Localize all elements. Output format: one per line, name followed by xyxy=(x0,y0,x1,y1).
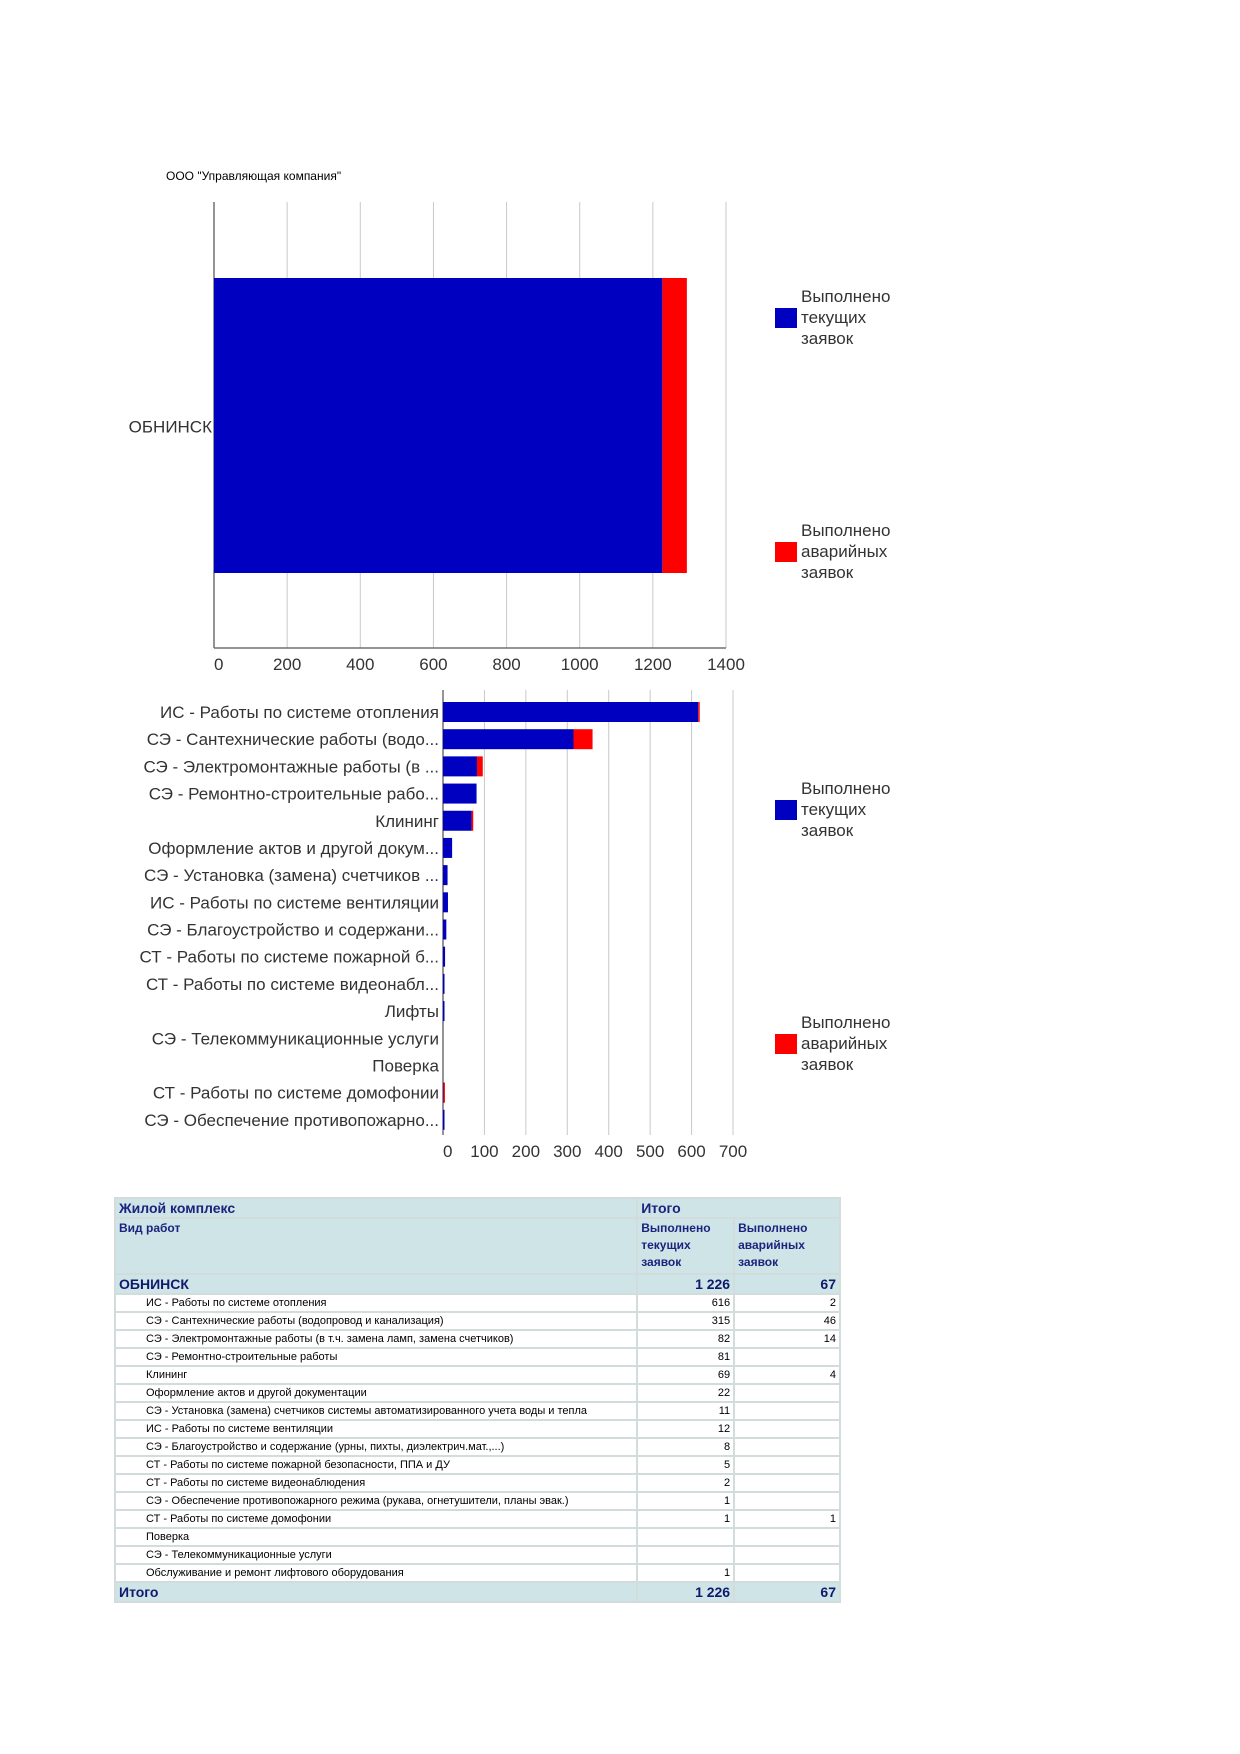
table-row xyxy=(115,1294,840,1312)
current-cell: 315 xyxy=(637,1312,734,1330)
company-name: ООО "Управляющая компания" xyxy=(166,169,342,183)
current-cell: 1 xyxy=(637,1510,734,1528)
emergency-cell xyxy=(734,1438,840,1456)
legend-emergency-swatch xyxy=(775,542,797,562)
emergency-cell xyxy=(734,1564,840,1582)
bar-current xyxy=(443,892,448,912)
x-tick-label: 0 xyxy=(443,1142,453,1160)
x-tick-label: 500 xyxy=(635,1142,665,1160)
table-row xyxy=(115,1474,840,1492)
emergency-cell: 46 xyxy=(734,1312,840,1330)
table-row xyxy=(115,1312,840,1330)
work-type-cell: Поверка xyxy=(115,1528,637,1546)
header-complex: Жилой комплекс xyxy=(115,1198,637,1218)
emergency-cell: 4 xyxy=(734,1366,840,1384)
x-tick-label: 200 xyxy=(272,655,302,674)
category-label: Оформление актов и другой докум... xyxy=(148,838,439,858)
bar-current xyxy=(443,947,445,967)
bar-emergency xyxy=(443,1083,445,1103)
bar-current xyxy=(443,811,472,831)
table-row xyxy=(115,1438,840,1456)
total-bar-chart xyxy=(0,0,1240,680)
current-cell: 22 xyxy=(637,1384,734,1402)
current-cell: 81 xyxy=(637,1348,734,1366)
x-tick-label: 600 xyxy=(677,1142,706,1160)
work-type-cell: СЭ - Благоустройство и содержание (урны, пихты, диэлектрич.мат.,...) xyxy=(115,1438,637,1456)
category-label: СЭ - Установка (замена) счетчиков ... xyxy=(144,866,439,886)
current-cell: 12 xyxy=(637,1420,734,1438)
work-type-cell: СЭ - Телекоммуникационные услуги xyxy=(115,1546,637,1564)
bar-current xyxy=(443,974,445,994)
emergency-cell xyxy=(734,1492,840,1510)
work-type-cell: Обслуживание и ремонт лифтового оборудования xyxy=(115,1564,637,1582)
category-label: СТ - Работы по системе пожарной б... xyxy=(139,947,439,967)
work-type-cell: СЭ - Установка (замена) счетчиков системы автоматизированного учета воды и тепла xyxy=(115,1402,637,1420)
x-tick-label: 300 xyxy=(553,1142,582,1160)
bar-emergency xyxy=(574,729,593,749)
work-type-bar-chart xyxy=(0,690,1240,1160)
work-type-cell: СЭ - Ремонтно-строительные работы xyxy=(115,1348,637,1366)
report-table xyxy=(114,1197,841,1603)
bar-current xyxy=(443,756,477,776)
bar-current xyxy=(443,784,477,804)
emergency-cell: 14 xyxy=(734,1330,840,1348)
bar-current xyxy=(443,1001,445,1021)
emergency-cell xyxy=(734,1420,840,1438)
work-type-cell: СТ - Работы по системе видеонаблюдения xyxy=(115,1474,637,1492)
category-label: Поверка xyxy=(372,1056,439,1076)
total-current: 1 226 xyxy=(637,1582,734,1602)
category-label: ИС - Работы по системе отопления xyxy=(160,703,439,722)
legend-emergency-label: Выполнено аварийных заявок xyxy=(801,1013,891,1074)
category-label: Клининг xyxy=(375,811,439,831)
current-cell: 616 xyxy=(637,1294,734,1312)
x-tick-label: 100 xyxy=(470,1142,499,1160)
category-label: СЭ - Электромонтажные работы (в ... xyxy=(143,757,439,777)
table-row xyxy=(115,1510,840,1528)
current-cell: 82 xyxy=(637,1330,734,1348)
table-row xyxy=(115,1348,840,1366)
category-label: СТ - Работы по системе домофонии xyxy=(152,1083,439,1103)
category-label: СТ - Работы по системе видеонабл... xyxy=(145,974,439,994)
bar-current xyxy=(443,1110,445,1130)
work-type-cell: СЭ - Электромонтажные работы (в т.ч. замена ламп, замена счетчиков) xyxy=(115,1330,637,1348)
legend-emergency-label: Выполнено аварийных заявок xyxy=(801,521,891,582)
table-row xyxy=(115,1564,840,1582)
x-tick-label: 1200 xyxy=(633,655,672,674)
table-row xyxy=(115,1384,840,1402)
table-row xyxy=(115,1402,840,1420)
category-label: СЭ - Обеспечение противопожарно... xyxy=(144,1110,439,1130)
work-type-cell: ИС - Работы по системе отопления xyxy=(115,1294,637,1312)
current-cell: 69 xyxy=(637,1366,734,1384)
legend-current-swatch xyxy=(775,800,797,820)
work-type-cell: Клининг xyxy=(115,1366,637,1384)
legend-current-label: Выполнено текущих заявок xyxy=(801,779,891,840)
category-label: ОБНИНСК xyxy=(128,417,212,437)
bar-current xyxy=(443,729,574,749)
work-type-cell: ИС - Работы по системе вентиляции xyxy=(115,1420,637,1438)
current-cell: 11 xyxy=(637,1402,734,1420)
category-label: СЭ - Сантехнические работы (водо... xyxy=(146,730,439,750)
bar-emergency xyxy=(477,756,483,776)
work-type-cell: Оформление актов и другой документации xyxy=(115,1384,637,1402)
bar-emergency xyxy=(662,278,687,573)
legend-current-swatch xyxy=(775,308,797,328)
category-label: СЭ - Ремонтно-строительные рабо... xyxy=(148,784,439,804)
emergency-cell xyxy=(734,1474,840,1492)
category-label: СЭ - Телекоммуникационные услуги xyxy=(151,1029,439,1049)
header-emergency: Выполнено аварийных заявок xyxy=(734,1218,840,1274)
emergency-cell xyxy=(734,1456,840,1474)
x-tick-label: 1400 xyxy=(707,655,745,674)
bar-emergency xyxy=(472,811,474,831)
x-tick-label: 600 xyxy=(419,655,448,674)
table-row xyxy=(115,1420,840,1438)
category-label: Лифты xyxy=(384,1002,439,1022)
bar-current xyxy=(443,838,452,858)
total-emergency: 67 xyxy=(734,1582,840,1602)
current-cell xyxy=(637,1546,734,1564)
bar-current xyxy=(443,920,446,940)
x-tick-label: 400 xyxy=(594,1142,623,1160)
category-label: СЭ - Благоустройство и содержани... xyxy=(147,920,439,940)
table-row xyxy=(115,1546,840,1564)
emergency-cell xyxy=(734,1348,840,1366)
x-tick-label: 800 xyxy=(492,655,521,674)
legend-current-label: Выполнено текущих заявок xyxy=(801,287,891,348)
group-name: ОБНИНСК xyxy=(115,1274,637,1294)
emergency-cell xyxy=(734,1528,840,1546)
x-tick-label: 400 xyxy=(346,655,375,674)
work-type-cell: СЭ - Обеспечение противопожарного режима (рукава, огнетушители, планы эвак.) xyxy=(115,1492,637,1510)
work-type-cell: СЭ - Сантехнические работы (водопровод и канализация) xyxy=(115,1312,637,1330)
emergency-cell xyxy=(734,1384,840,1402)
emergency-cell xyxy=(734,1402,840,1420)
current-cell: 8 xyxy=(637,1438,734,1456)
group-current: 1 226 xyxy=(637,1274,734,1294)
table-row xyxy=(115,1330,840,1348)
table-row xyxy=(115,1456,840,1474)
current-cell xyxy=(637,1528,734,1546)
table-row xyxy=(115,1528,840,1546)
header-current: Выполнено текущих заявок xyxy=(637,1218,734,1274)
emergency-cell xyxy=(734,1546,840,1564)
group-emergency: 67 xyxy=(734,1274,840,1294)
work-type-cell: СТ - Работы по системе домофонии xyxy=(115,1510,637,1528)
bar-current xyxy=(443,702,698,722)
current-cell: 2 xyxy=(637,1474,734,1492)
table-row xyxy=(115,1366,840,1384)
category-label: ИС - Работы по системе вентиляции xyxy=(150,893,439,913)
header-total: Итого xyxy=(637,1198,840,1218)
bar-current xyxy=(214,278,662,573)
emergency-cell: 1 xyxy=(734,1510,840,1528)
x-tick-label: 200 xyxy=(511,1142,541,1160)
legend-emergency-swatch xyxy=(775,1034,797,1054)
x-tick-label: 1000 xyxy=(560,655,599,674)
x-tick-label: 0 xyxy=(214,655,224,674)
header-work-type: Вид работ xyxy=(115,1218,637,1274)
total-row xyxy=(115,1582,840,1602)
work-type-cell: СТ - Работы по системе пожарной безопасности, ППА и ДУ xyxy=(115,1456,637,1474)
total-label: Итого xyxy=(115,1582,637,1602)
x-tick-label: 700 xyxy=(718,1142,748,1160)
current-cell: 1 xyxy=(637,1564,734,1582)
current-cell: 5 xyxy=(637,1456,734,1474)
bar-emergency xyxy=(698,702,700,722)
current-cell: 1 xyxy=(637,1492,734,1510)
emergency-cell: 2 xyxy=(734,1294,840,1312)
bar-current xyxy=(443,865,448,885)
table-row xyxy=(115,1492,840,1510)
